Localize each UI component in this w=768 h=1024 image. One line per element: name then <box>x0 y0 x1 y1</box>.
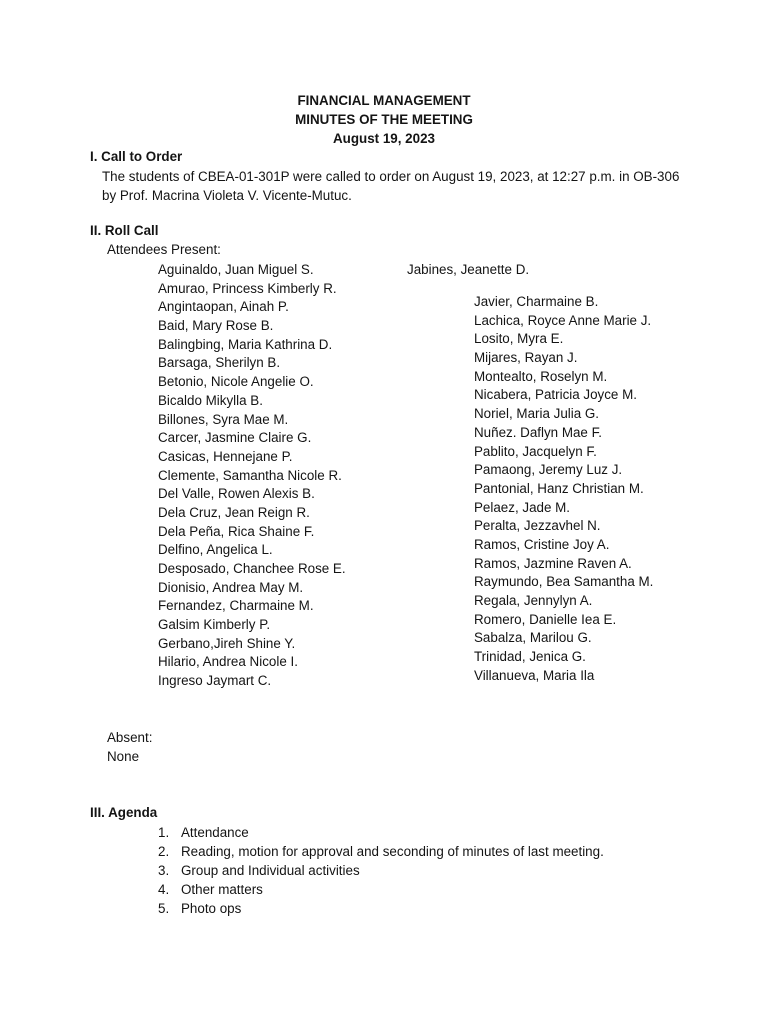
attendee-name: Raymundo, Bea Samantha M. <box>474 574 654 590</box>
attendee-name: Montealto, Roselyn M. <box>474 368 608 384</box>
attendee-name: Losito, Myra E. <box>474 331 564 347</box>
attendee-name: Gerbano,Jireh Shine Y. <box>158 635 296 651</box>
attendee-name: Noriel, Maria Julia G. <box>474 406 600 422</box>
attendees-left-column <box>158 261 346 691</box>
attendee-name: Betonio, Nicole Angelie O. <box>158 374 314 390</box>
attendee-name: Mijares, Rayan J. <box>474 350 578 366</box>
attendee-name: Nicabera, Patricia Joyce M. <box>474 387 637 403</box>
attendee-name: Casicas, Hennejane P. <box>158 448 293 464</box>
attendee-name: Baid, Mary Rose B. <box>158 318 274 334</box>
attendee-name: Nuñez. Daflyn Mae F. <box>474 424 603 440</box>
attendee-name: Bicaldo Mikylla B. <box>158 392 263 408</box>
attendee-name: Sabalza, Marilou G. <box>474 630 592 646</box>
attendees-present-label: Attendees Present: <box>107 242 221 257</box>
section-heading-roll-call: II. Roll Call <box>90 223 159 238</box>
attendee-name: Regala, Jennylyn A. <box>474 593 593 608</box>
agenda-item-number: 3. <box>158 863 170 878</box>
agenda-item-number: 2. <box>158 844 170 859</box>
attendee-name: Desposado, Chanchee Rose E. <box>158 561 346 576</box>
attendee-name: Pelaez, Jade M. <box>474 499 571 515</box>
attendee-name: Javier, Charmaine B. <box>474 294 599 309</box>
agenda-item-text: Attendance <box>181 825 249 840</box>
absent-label: Absent: <box>107 730 153 745</box>
attendee-name: Pamaong, Jeremy Luz J. <box>474 462 623 478</box>
attendee-name: Amurao, Princess Kimberly R. <box>158 280 337 296</box>
attendees-right-column <box>474 293 653 685</box>
attendee-name: Romero, Danielle Iea E. <box>474 611 617 627</box>
agenda-item <box>158 899 604 918</box>
document-title-line1: FINANCIAL MANAGEMENT <box>297 93 471 108</box>
attendee-name: Dionisio, Andrea May M. <box>158 579 304 595</box>
agenda-item-text: Photo ops <box>181 901 242 916</box>
attendee-name: Peralta, Jezzavhel N. <box>474 518 601 534</box>
attendee-name: Ingreso Jaymart C. <box>158 673 272 689</box>
attendee-name: Fernandez, Charmaine M. <box>158 598 314 614</box>
agenda-item <box>158 880 604 899</box>
agenda-item-text: Other matters <box>181 882 263 897</box>
section-heading-call-to-order: I. Call to Order <box>90 149 183 164</box>
attendee-name: Billones, Syra Mae M. <box>158 411 289 427</box>
document-title-line2: MINUTES OF THE MEETING <box>295 112 473 127</box>
attendee-name: Pablito, Jacquelyn F. <box>474 443 597 459</box>
agenda-item-text: Group and Individual activities <box>181 863 360 878</box>
attendee-name: Barsaga, Sherilyn B. <box>158 355 281 371</box>
attendee-name: Carcer, Jasmine Claire G. <box>158 430 312 446</box>
agenda-item-number: 4. <box>158 882 170 897</box>
agenda-item <box>158 861 604 880</box>
section-heading-agenda: III. Agenda <box>90 805 158 820</box>
attendee-name: Trinidad, Jenica G. <box>474 649 586 665</box>
attendee-name: Hilario, Andrea Nicole I. <box>158 654 298 670</box>
attendee-name: Del Valle, Rowen Alexis B. <box>158 486 315 502</box>
attendee-name: Lachica, Royce Anne Marie J. <box>474 312 652 328</box>
agenda-item <box>158 842 604 861</box>
attendee-name: Pantonial, Hanz Christian M. <box>474 480 644 496</box>
attendee-name: Balingbing, Maria Kathrina D. <box>158 336 333 352</box>
call-to-order-text: The students of CBEA-01-301P were called to order on August 19, 2023, at 12:27 p.m. in OB-306 by Prof. Macrina Violeta V. Vicente-Mutuc. <box>102 169 680 203</box>
document-date: August 19, 2023 <box>333 131 435 146</box>
agenda-item-number: 1. <box>158 825 170 840</box>
attendee-middle-entry: Jabines, Jeanette D. <box>407 262 530 277</box>
agenda-item <box>158 823 604 842</box>
absent-value: None <box>107 749 140 764</box>
agenda-item-text: Reading, motion for approval and seconding of minutes of last meeting. <box>181 844 604 859</box>
attendee-name: Delfino, Angelica L. <box>158 542 273 558</box>
attendee-name: Dela Cruz, Jean Reign R. <box>158 504 310 520</box>
attendee-name: Dela Peña, Rica Shaine F. <box>158 523 315 539</box>
attendee-name: Galsim Kimberly P. <box>158 617 271 633</box>
attendee-name: Ramos, Cristine Joy A. <box>474 536 610 552</box>
attendee-name: Clemente, Samantha Nicole R. <box>158 467 342 483</box>
attendee-name: Villanueva, Maria Ila <box>474 667 595 683</box>
agenda-list <box>158 823 604 918</box>
agenda-item-number: 5. <box>158 901 170 916</box>
attendee-name: Ramos, Jazmine Raven A. <box>474 555 632 571</box>
attendee-name: Angintaopan, Ainah P. <box>158 299 289 315</box>
attendee-name: Aguinaldo, Juan Miguel S. <box>158 262 314 277</box>
